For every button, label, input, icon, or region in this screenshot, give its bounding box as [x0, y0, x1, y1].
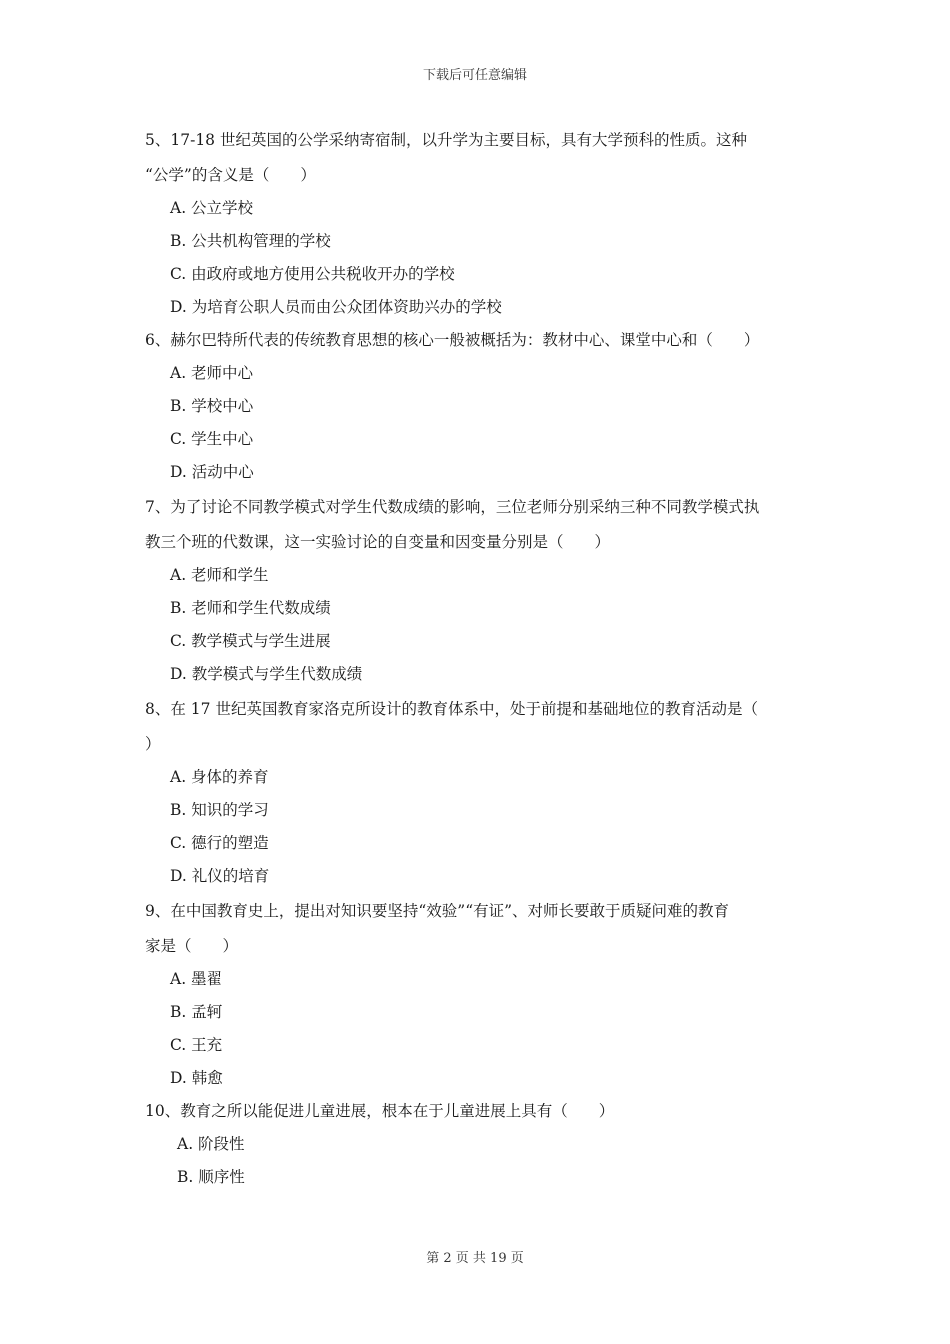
question-8-option-d: D. 礼仪的培育	[170, 867, 270, 885]
question-list	[145, 122, 810, 1194]
question-8	[145, 691, 810, 893]
question-6-stem-line-1: 6、赫尔巴特所代表的传统教育思想的核心一般被概括为：教材中心、课堂中心和（ ）	[145, 331, 760, 349]
question-9-option-d: D. 韩愈	[170, 1069, 223, 1087]
question-10-stem-line-1: 10、教育之所以能促进儿童进展，根本在于儿童进展上具有（ ）	[145, 1102, 615, 1120]
question-10-option-b: B. 顺序性	[177, 1168, 245, 1186]
page-header: 下载后可任意编辑	[422, 68, 527, 83]
question-6-option-a: A. 老师中心	[170, 364, 254, 382]
question-5-option-b: B. 公共机构管理的学校	[170, 232, 331, 250]
question-9-stem-line-2: 家是（ ）	[145, 937, 239, 955]
question-9-option-c: C. 王充	[170, 1036, 223, 1054]
question-8-option-c: C. 德行的塑造	[170, 834, 269, 852]
question-7-option-c: C. 教学模式与学生进展	[170, 632, 331, 650]
question-7	[145, 489, 810, 691]
question-9-option-a: A. 墨翟	[170, 970, 223, 988]
question-6	[145, 324, 810, 489]
question-6-option-d: D. 活动中心	[170, 463, 254, 481]
question-7-option-a: A. 老师和学生	[170, 566, 269, 584]
question-9-stem-line-1: 9、在中国教育史上，提出对知识要坚持“效验”“有证”、对师长要敢于质疑问难的教育	[145, 902, 730, 920]
question-9	[145, 893, 810, 1095]
question-5-option-c: C. 由政府或地方使用公共税收开办的学校	[170, 265, 455, 283]
question-10-option-a: A. 阶段性	[177, 1135, 245, 1153]
page-footer: 第 2 页 共 19 页	[426, 1251, 524, 1266]
question-7-stem-line-1: 7、为了讨论不同教学模式对学生代数成绩的影响，三位老师分别采纳三种不同教学模式执	[145, 498, 760, 516]
question-5-stem-line-1: 5、17-18 世纪英国的公学采纳寄宿制，以升学为主要目标，具有大学预科的性质。这种	[145, 131, 747, 149]
question-10	[145, 1095, 810, 1194]
question-6-option-c: C. 学生中心	[170, 430, 254, 448]
question-5-option-a: A. 公立学校	[170, 199, 254, 217]
question-8-stem-line-1: 8、在 17 世纪英国教育家洛克所设计的教育体系中，处于前提和基础地位的教育活动是（	[145, 700, 758, 718]
question-5-option-d: D. 为培育公职人员而由公众团体资助兴办的学校	[170, 298, 502, 316]
question-8-option-b: B. 知识的学习	[170, 801, 269, 819]
question-7-stem-line-2: 教三个班的代数课，这一实验讨论的自变量和因变量分别是（ ）	[145, 533, 611, 551]
question-8-option-a: A. 身体的养育	[170, 768, 269, 786]
question-9-option-b: B. 孟轲	[170, 1003, 223, 1021]
question-8-stem-line-2: ）	[145, 735, 161, 753]
question-6-option-b: B. 学校中心	[170, 397, 254, 415]
question-7-option-b: B. 老师和学生代数成绩	[170, 599, 331, 617]
question-5	[145, 122, 810, 324]
question-5-stem-line-2: “公学”的含义是（ ）	[145, 166, 316, 184]
question-7-option-d: D. 教学模式与学生代数成绩	[170, 665, 363, 683]
